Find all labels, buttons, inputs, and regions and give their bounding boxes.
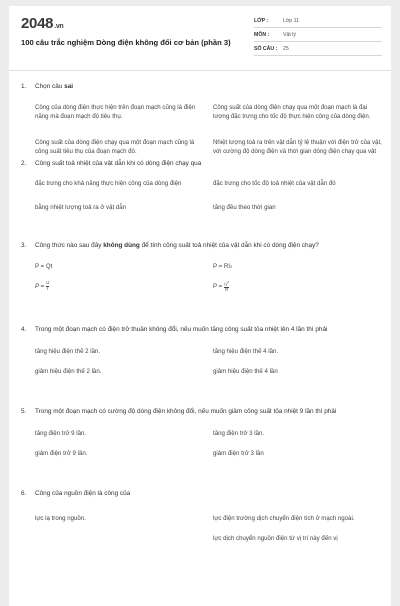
question-4 (21, 325, 381, 407)
question-number: 6. (21, 490, 27, 497)
answer-option-b[interactable] (213, 256, 385, 276)
question-list (21, 82, 381, 569)
meta-value: Vật lý (283, 31, 296, 38)
answer-option-b[interactable]: đặc trưng cho tốc độ toả nhiệt của vật dẫn đó (213, 179, 336, 187)
answer-option-c[interactable]: bằng nhiệt lượng toả ra ở vật dẫn (35, 203, 127, 211)
fraction-numerator (224, 280, 229, 287)
question-text (35, 82, 381, 92)
meta-value: Lớp 11 (283, 17, 299, 24)
document-title: 100 câu trắc nghiệm Dòng điện không đổi cơ bản (phần 3) (21, 38, 231, 47)
answer-option-a[interactable]: tăng hiệu điện thế 2 lần. (35, 347, 101, 355)
answer-option-d[interactable]: giảm hiệu điện thế 4 lần (213, 367, 278, 375)
question-stem (21, 407, 381, 417)
meta-row-subject (254, 28, 382, 42)
stem-text: Chọn câu (35, 83, 65, 90)
fraction (46, 281, 49, 291)
stem-text-end: để tính công suất toả nhiệt của vật dẫn khi có dòng điện chạy? (139, 242, 319, 249)
answer-option-b[interactable]: tăng điện trở 3 lần. (213, 429, 265, 437)
question-text: Trong một đoạn mạch có điện trở thuần không đổi, nếu muốn tăng công suất tỏa nhiệt lên 4 lần thì phải (35, 326, 328, 333)
answer-options (21, 423, 381, 463)
stem-emphasis: sai (64, 83, 74, 90)
answer-option-b[interactable]: Công suất của dòng điện chạy qua một đoạn mạch là đại lượng đặc trưng cho tốc độ thực hiện công của dòng điện. (213, 104, 371, 120)
question-3 (21, 241, 381, 325)
meta-row-class (254, 14, 382, 28)
answer-option-c[interactable]: giảm hiệu điện thế 2 lần. (35, 367, 102, 375)
logo-text: 2048 (21, 15, 54, 32)
question-6 (21, 489, 381, 569)
question-2 (21, 159, 381, 241)
logo-suffix: .vn (54, 23, 64, 30)
stem-text: Công thức nào sau đây (35, 242, 104, 249)
answer-option-d[interactable]: lực dịch chuyển nguồn điện từ vị trí này đến vị (213, 534, 338, 542)
formula-text: P = RI (213, 262, 230, 270)
formula-text: P = (213, 282, 223, 290)
question-stem (21, 325, 381, 335)
numerator-exponent: 2 (227, 279, 229, 284)
answer-option-b[interactable]: lực điện trường dịch chuyển điện tích ở mạch ngoài. (213, 514, 355, 522)
question-text: Công suất toả nhiệt của vật dẫn khi có dòng điện chạy qua (35, 160, 202, 167)
meta-label: LỚP : (254, 17, 269, 24)
answer-option-a[interactable]: P = Qt (35, 262, 53, 270)
question-5 (21, 407, 381, 489)
meta-row-count (254, 42, 382, 56)
answer-option-d[interactable]: tăng đều theo thời gian (213, 203, 276, 211)
site-logo[interactable] (21, 15, 63, 32)
answer-options (21, 169, 381, 217)
answer-options (21, 341, 381, 381)
answer-option-d[interactable]: giảm điện trở 3 lần (213, 449, 264, 457)
meta-label: SỐ CÂU : (254, 45, 278, 52)
answer-options (21, 256, 381, 296)
answer-option-b[interactable]: tăng hiệu điện thế 4 lần. (213, 347, 279, 355)
numerator-base: U (224, 281, 228, 287)
question-number: 4. (21, 326, 27, 333)
question-stem (21, 159, 381, 169)
answer-option-a[interactable]: tăng điện trở 9 lần. (35, 429, 87, 437)
question-stem (21, 82, 381, 92)
fraction-denominator: t (47, 285, 49, 291)
question-1 (21, 82, 381, 159)
question-stem (21, 489, 381, 499)
answer-option-d[interactable]: Nhiệt lượng toả ra trên vật dẫn tỷ lệ thuận với điện trở của vật, với cường độ dòng điện và thời gian dòng điện chạy qua vật (213, 139, 382, 155)
answer-option-c[interactable]: Công suất của dòng điện chạy qua một đoạn mạch cũng là công suất tiêu thụ của đoạn mạch đó. (35, 139, 195, 155)
answer-option-a[interactable]: đặc trưng cho khả năng thực hiện công của dòng điện (35, 179, 182, 187)
question-number: 2. (21, 160, 27, 167)
answer-option-a[interactable]: Công của dòng điện thực hiện trên đoạn mạch cũng là điện năng mà đoạn mạch đó tiêu thụ. (35, 104, 196, 120)
answer-options (21, 505, 381, 545)
answer-option-c[interactable] (35, 276, 207, 296)
question-number: 1. (21, 83, 27, 90)
meta-label: MÔN : (254, 31, 270, 38)
fraction-denominator: R (225, 286, 229, 292)
page-header (9, 6, 391, 64)
document-page (9, 6, 391, 606)
meta-info (254, 14, 382, 56)
question-stem (21, 241, 381, 251)
fraction-numerator: U (46, 279, 50, 285)
question-text: Công của nguồn điện là công của (35, 490, 131, 497)
answer-option-a[interactable]: lực lạ trong nguồn. (35, 514, 86, 522)
answer-option-c[interactable]: giảm điện trở 9 lần. (35, 449, 88, 457)
stem-emphasis: không dùng (103, 242, 140, 249)
header-divider (9, 70, 391, 71)
question-text: Trong một đoạn mạch có cường độ dòng điện không đổi, nếu muốn giảm công suất tỏa nhiệt 9 lần thì phải (35, 408, 337, 415)
question-text (35, 241, 381, 251)
answer-option-d[interactable] (213, 276, 385, 296)
answer-options (21, 92, 381, 162)
fraction (224, 280, 229, 293)
formula-superscript: 2 (230, 263, 233, 269)
meta-value: 25 (283, 45, 289, 52)
answer-option-c[interactable] (35, 531, 207, 545)
question-number: 5. (21, 408, 27, 415)
question-number: 3. (21, 242, 27, 249)
formula-text: P = (35, 282, 45, 290)
